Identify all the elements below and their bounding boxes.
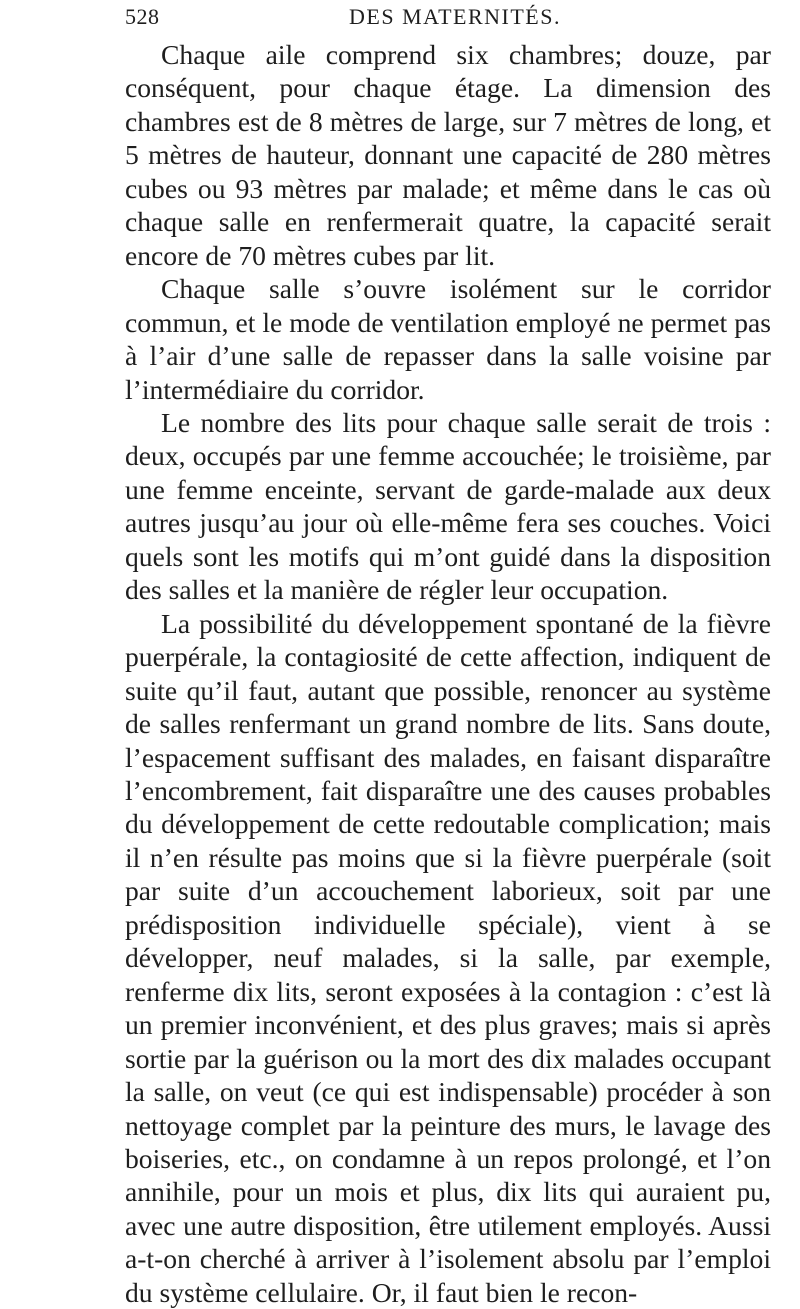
page-number: 528 bbox=[125, 4, 160, 29]
running-head bbox=[125, 4, 765, 34]
paragraph-4: La possibilité du développement spontané de la fièvre puerpérale, la contagiosité de cette affection, indiquent de suite qu’il faut, autant que possible, renoncer au système de salles renfermant un grand nombre de lits. Sans doute, l’espacement suffisant des malades, en faisant disparaître l’encombrement, fait disparaître une des causes probables du développement de cette redoutable complication; mais il n’en résulte pas moins que si la fièvre puerpérale (soit par suite d’un accouchement laborieux, soit par une prédisposition individuelle spéciale), vient à se développer, neuf malades, si la salle, par exemple, renferme dix lits, seront exposées à la contagion : c’est là un premier inconvénient, et des plus graves; mais si après sortie par la guérison ou la mort des dix malades occupant la salle, on veut (ce qui est indispensable) procéder à son nettoyage complet par la peinture des murs, le lavage des boiseries, etc., on condamne à un repos prolongé, et l’on annihile, pour un mois et plus, dix lits qui auraient pu, avec une autre disposition, être utilement employés. Aussi a-t-on cherché à arriver à l’isolement absolu par l’emploi du système cellulaire. Or, il faut bien le recon- bbox=[125, 607, 771, 1308]
body-text bbox=[125, 38, 771, 1309]
paragraph-3: Le nombre des lits pour chaque salle serait de trois : deux, occupés par une femme accouchée; le troisième, par une femme enceinte, servant de garde-malade aux deux autres jusqu’au jour où elle-même fera ses couches. Voici quels sont les motifs qui m’ont guidé dans la disposition des salles et la manière de régler leur occupation. bbox=[125, 406, 771, 606]
paragraph-1: Chaque aile comprend six chambres; douze, par conséquent, pour chaque étage. La dimension des chambres est de 8 mètres de large, sur 7 mètres de long, et 5 mètres de hauteur, donnant une capacité de 280 mètres cubes ou 93 mètres par malade; et même dans le cas où chaque salle en renfermerait quatre, la capacité serait encore de 70 mètres cubes par lit. bbox=[125, 39, 771, 271]
running-head-title: DES MATERNITÉS. bbox=[349, 4, 561, 29]
paragraph-2: Chaque salle s’ouvre isolément sur le corridor commun, et le mode de ventilation employé ne permet pas à l’air d’une salle de repasser dans la salle voisine par l’intermédiaire du corridor. bbox=[125, 273, 771, 405]
